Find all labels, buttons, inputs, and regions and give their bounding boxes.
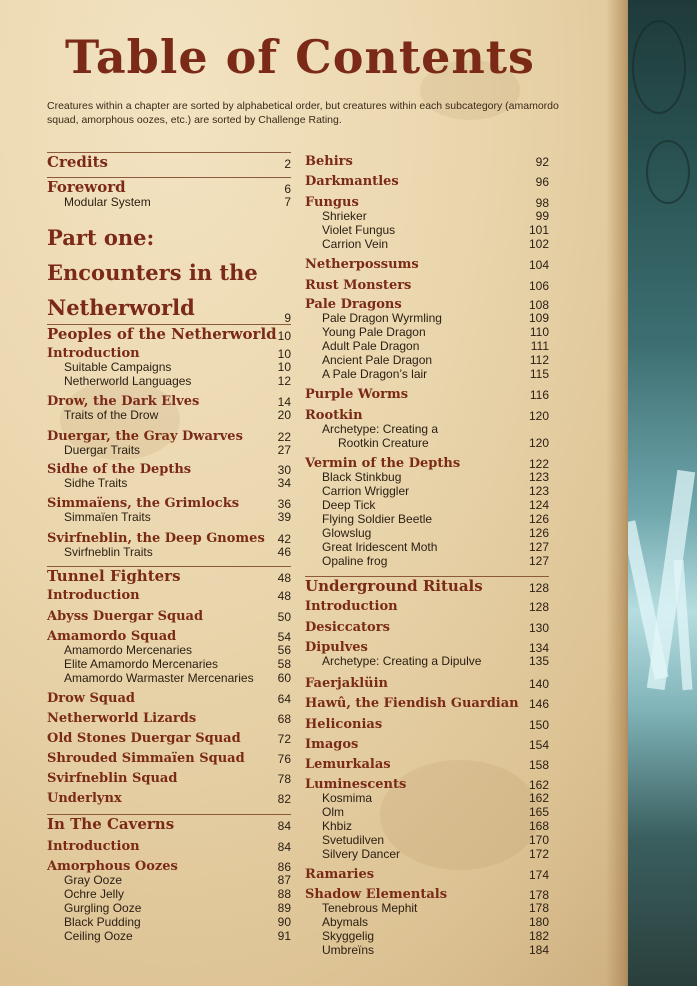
toc-page-number: 84: [277, 840, 291, 854]
toc-entry-label: A Pale Dragon’s lair: [322, 367, 428, 381]
toc-page-number: 20: [277, 408, 291, 422]
toc-page-number: 170: [528, 833, 549, 847]
toc-entry[interactable]: [47, 731, 291, 746]
toc-entry-label: Great Iridescent Moth: [322, 540, 438, 554]
toc-page-number: 88: [277, 887, 291, 901]
toc-entry[interactable]: [47, 443, 291, 457]
toc-entry[interactable]: [305, 576, 549, 595]
toc-entry[interactable]: [305, 554, 549, 568]
toc-entry-label: Abymals: [322, 915, 369, 929]
toc-entry[interactable]: [305, 805, 549, 819]
toc-entry-label: Netherworld Lizards: [47, 711, 197, 726]
toc-entry[interactable]: [305, 620, 549, 635]
toc-entry[interactable]: [305, 498, 549, 512]
toc-entry[interactable]: [305, 737, 549, 752]
toc-entry[interactable]: [305, 456, 549, 471]
toc-page-number: 87: [277, 873, 291, 887]
toc-entry-label: Peoples of the Netherworld: [47, 325, 277, 343]
toc-entry[interactable]: [47, 691, 291, 706]
toc-entry[interactable]: [305, 367, 549, 381]
toc-page-number: 42: [277, 532, 291, 546]
toc-page-number: 154: [528, 738, 549, 752]
toc-entry-label: Credits: [47, 153, 108, 171]
toc-entry[interactable]: [47, 566, 291, 585]
toc-entry-label: Olm: [322, 805, 344, 819]
toc-entry-label: Introduction: [47, 346, 140, 361]
toc-page-number: 56: [277, 643, 291, 657]
toc-page-number: 140: [528, 677, 549, 691]
toc-page-number: 150: [528, 718, 549, 732]
toc-page-number: 68: [277, 712, 291, 726]
toc-entry[interactable]: [305, 195, 549, 210]
toc-entry-label: Simmaïen Traits: [64, 510, 151, 524]
toc-page-number: 96: [535, 175, 549, 189]
toc-page-number: 106: [528, 279, 549, 293]
toc-entry[interactable]: [47, 220, 291, 255]
toc-page-number: 126: [528, 512, 549, 526]
toc-page-number: 39: [277, 510, 291, 524]
toc-entry-label: Traits of the Drow: [64, 408, 159, 422]
toc-entry-label: Amamordo Mercenaries: [64, 643, 193, 657]
toc-page-number: 7: [284, 195, 291, 209]
toc-entry-label: Rootkin Creature: [338, 436, 429, 450]
toc-entry[interactable]: [305, 791, 549, 805]
toc-entry-label: Adult Pale Dragon: [322, 339, 420, 353]
toc-page-number: 109: [528, 311, 549, 325]
toc-entry-label: Svirfneblin Traits: [64, 545, 153, 559]
toc-entry-label: Elite Amamordo Mercenaries: [64, 657, 219, 671]
toc-entry[interactable]: [47, 255, 291, 290]
toc-entry-label: Deep Tick: [322, 498, 376, 512]
toc-entry-label: Abyss Duergar Squad: [47, 609, 204, 624]
toc-page-number: 14: [277, 395, 291, 409]
toc-page-number: 27: [277, 443, 291, 457]
toc-entry[interactable]: [305, 901, 549, 915]
toc-entry[interactable]: [305, 540, 549, 554]
toc-page-number: 182: [528, 929, 549, 943]
toc-page-number: 30: [277, 463, 291, 477]
toc-page-number: 6: [284, 182, 291, 196]
toc-entry-label: Modular System: [64, 195, 151, 209]
toc-entry[interactable]: [47, 394, 291, 409]
toc-page-number: 168: [528, 819, 549, 833]
toc-entry-label: Suitable Campaigns: [64, 360, 172, 374]
toc-entry[interactable]: [305, 717, 549, 732]
toc-entry-label: Shadow Elementals: [305, 887, 448, 902]
vine-ornament: [646, 140, 690, 204]
toc-entry[interactable]: [305, 154, 549, 169]
toc-page-number: 120: [528, 409, 549, 423]
toc-entry[interactable]: [305, 943, 549, 957]
toc-page-number: 48: [277, 589, 291, 603]
toc-entry[interactable]: [305, 867, 549, 882]
toc-entry-label: Tenebrous Mephit: [322, 901, 418, 915]
toc-entry-label: Drow, the Dark Elves: [47, 394, 200, 409]
toc-entry-label: Shrieker: [322, 209, 367, 223]
toc-entry[interactable]: [305, 325, 549, 339]
toc-entry[interactable]: [305, 297, 549, 312]
toc-entry-label: Ochre Jelly: [64, 887, 125, 901]
toc-entry[interactable]: [305, 484, 549, 498]
toc-entry[interactable]: [305, 599, 549, 614]
toc-page-number: 2: [284, 157, 291, 171]
toc-entry-label: Duergar, the Gray Dwarves: [47, 429, 243, 444]
toc-page-number: 108: [528, 298, 549, 312]
toc-entry[interactable]: [47, 873, 291, 887]
toc-page-number: 10: [277, 360, 291, 374]
toc-entry-label: Svetudilven: [322, 833, 385, 847]
toc-entry[interactable]: [305, 654, 549, 668]
intro-text: Creatures within a chapter are sorted by alphabetical order, but creatures within each subcategory (amamordo squad, amorphous oozes, etc.) are sorted by Challenge Rating.: [47, 100, 559, 126]
toc-page-number: 128: [528, 600, 549, 614]
toc-entry[interactable]: [305, 339, 549, 353]
toc-page-number: 122: [528, 457, 549, 471]
toc-page-number: 180: [528, 915, 549, 929]
toc-page-number: 128: [528, 581, 549, 595]
toc-entry[interactable]: [47, 711, 291, 726]
toc-entry-label: Carrion Wriggler: [322, 484, 410, 498]
toc-page-number: 158: [528, 758, 549, 772]
toc-entry-label: Sidhe of the Depths: [47, 462, 192, 477]
toc-entry-label: Gray Ooze: [64, 873, 123, 887]
toc-page-number: 111: [530, 339, 549, 353]
toc-entry[interactable]: [47, 588, 291, 603]
toc-entry-label: Archetype: Creating a: [322, 422, 439, 436]
toc-entry-label: Umbreïns: [322, 943, 375, 957]
toc-page-number: 98: [535, 196, 549, 210]
toc-entry[interactable]: [47, 839, 291, 854]
toc-page-number: 101: [528, 223, 549, 237]
toc-entry-label: Shrouded Simmaïen Squad: [47, 751, 245, 766]
toc-entry-label: Introduction: [305, 599, 398, 614]
toc-entry[interactable]: [47, 346, 291, 361]
toc-entry-label: Rootkin: [305, 408, 363, 423]
toc-entry-label: Darkmantles: [305, 174, 399, 189]
vine-ornament: [632, 20, 686, 114]
toc-entry[interactable]: [47, 510, 291, 524]
toc-entry-label: Carrion Vein: [322, 237, 389, 251]
toc-page-number: 54: [277, 630, 291, 644]
toc-entry[interactable]: [305, 311, 549, 325]
toc-page-number: 76: [277, 752, 291, 766]
toc-entry-label: Simmaïens, the Grimlocks: [47, 496, 240, 511]
toc-entry-label: Violet Fungus: [322, 223, 396, 237]
toc-entry-label: Sidhe Traits: [64, 476, 128, 490]
toc-page-number: 115: [529, 367, 549, 381]
toc-entry-label: Khbiz: [322, 819, 353, 833]
toc-entry-label: Black Pudding: [64, 915, 141, 929]
toc-page-number: 184: [528, 943, 549, 957]
toc-entry[interactable]: [47, 496, 291, 511]
toc-page-number: 91: [277, 929, 291, 943]
toc-page-number: 89: [277, 901, 291, 915]
toc-entry-label: Duergar Traits: [64, 443, 141, 457]
toc-entry-label: Ancient Pale Dragon: [322, 353, 433, 367]
toc-page-number: 116: [529, 388, 549, 402]
toc-entry-label: Hawû, the Fiendish Guardian: [305, 696, 519, 711]
cavern-illustration: [628, 0, 697, 986]
toc-entry-label: Introduction: [47, 839, 140, 854]
toc-page-number: 46: [277, 545, 291, 559]
toc-entry-label: Amorphous Oozes: [47, 859, 178, 874]
toc-page-number: 165: [528, 805, 549, 819]
toc-entry[interactable]: [47, 771, 291, 786]
toc-entry[interactable]: [305, 915, 549, 929]
toc-page-number: 124: [528, 498, 549, 512]
toc-entry-label: Part one:: [47, 225, 155, 250]
toc-page-number: 36: [277, 497, 291, 511]
toc-entry[interactable]: [305, 819, 549, 833]
toc-entry[interactable]: [305, 278, 549, 293]
toc-entry[interactable]: [305, 422, 549, 436]
toc-entry[interactable]: [47, 643, 291, 657]
toc-page-number: 104: [528, 258, 549, 272]
toc-entry[interactable]: [47, 152, 291, 171]
toc-page-number: 146: [528, 697, 549, 711]
toc-page-number: 82: [277, 792, 291, 806]
toc-page-number: 58: [277, 657, 291, 671]
toc-entry-label: Netherpossums: [305, 257, 419, 272]
toc-entry[interactable]: [305, 470, 549, 484]
toc-entry-label: Faerjaklüin: [305, 676, 388, 691]
toc-entry-label: Amamordo Warmaster Mercenaries: [64, 671, 254, 685]
toc-entry-label: Underlynx: [47, 791, 122, 806]
toc-entry-label: Behirs: [305, 154, 353, 169]
toc-page-number: 134: [528, 641, 549, 655]
toc-entry[interactable]: [305, 257, 549, 272]
toc-entry[interactable]: [305, 929, 549, 943]
toc-page-number: 172: [528, 847, 549, 861]
toc-entry[interactable]: [47, 177, 291, 196]
toc-page-number: 162: [528, 778, 549, 792]
toc-entry-label: Ceiling Ooze: [64, 929, 133, 943]
toc-page-number: 123: [528, 484, 549, 498]
toc-entry[interactable]: [305, 223, 549, 237]
toc-page-number: 110: [529, 325, 549, 339]
toc-entry-label: Gurgling Ooze: [64, 901, 142, 915]
toc-entry[interactable]: [305, 237, 549, 251]
toc-page-number: 178: [528, 888, 549, 902]
toc-entry[interactable]: [47, 545, 291, 559]
toc-entry[interactable]: [305, 353, 549, 367]
toc-entry-label: Foreword: [47, 178, 126, 196]
toc-entry[interactable]: [305, 209, 549, 223]
toc-page-number: 10: [277, 347, 291, 361]
toc-entry[interactable]: [305, 640, 549, 655]
toc-entry[interactable]: [47, 374, 291, 388]
toc-page-number: 86: [277, 860, 291, 874]
toc-entry[interactable]: [47, 290, 291, 325]
toc-entry[interactable]: [305, 833, 549, 847]
toc-entry[interactable]: [305, 512, 549, 526]
toc-entry[interactable]: [47, 531, 291, 546]
toc-page-number: 60: [277, 671, 291, 685]
toc-entry[interactable]: [305, 174, 549, 189]
toc-page-number: 178: [528, 901, 549, 915]
toc-page-number: 72: [277, 732, 291, 746]
toc-entry-label: Ramaries: [305, 867, 375, 882]
toc-entry-label: Imagos: [305, 737, 359, 752]
toc-entry-label: Pale Dragons: [305, 297, 402, 312]
toc-entry[interactable]: [47, 476, 291, 490]
toc-page-number: 34: [277, 476, 291, 490]
toc-entry-label: Glowslug: [322, 526, 372, 540]
toc-entry[interactable]: [47, 429, 291, 444]
crystal-shape: [673, 560, 692, 690]
toc-page-number: 127: [528, 540, 549, 554]
toc-entry-label: Silvery Dancer: [322, 847, 401, 861]
toc-page-number: 130: [528, 621, 549, 635]
toc-entry[interactable]: [305, 887, 549, 902]
toc-entry-label: Heliconias: [305, 717, 383, 732]
toc-entry[interactable]: [305, 696, 549, 711]
toc-entry-label: Archetype: Creating a Dipulve: [322, 654, 482, 668]
toc-entry[interactable]: [47, 901, 291, 915]
toc-entry[interactable]: [47, 887, 291, 901]
toc-page-number: 50: [277, 610, 291, 624]
toc-entry[interactable]: [47, 462, 291, 477]
toc-entry[interactable]: [47, 791, 291, 806]
toc-entry-label: Skyggelig: [322, 929, 375, 943]
toc-entry-label: Kosmima: [322, 791, 373, 805]
toc-entry[interactable]: [305, 387, 549, 402]
toc-entry[interactable]: [47, 929, 291, 943]
toc-entry-label: In The Caverns: [47, 815, 175, 833]
toc-entry[interactable]: [47, 609, 291, 624]
toc-page-number: 9: [284, 311, 291, 325]
toc-entry-label: Flying Soldier Beetle: [322, 512, 433, 526]
toc-page-number: 112: [529, 353, 549, 367]
toc-entry[interactable]: [305, 436, 549, 450]
toc-entry-label: Dipulves: [305, 640, 368, 655]
toc-entry-label: Netherworld Languages: [64, 374, 192, 388]
toc-entry-label: Introduction: [47, 588, 140, 603]
toc-entry-label: Old Stones Duergar Squad: [47, 731, 241, 746]
toc-page-number: 120: [528, 436, 549, 450]
toc-entry-label: Opaline frog: [322, 554, 388, 568]
toc-page-number: 162: [528, 791, 549, 805]
toc-entry-label: Svirfneblin, the Deep Gnomes: [47, 531, 265, 546]
toc-entry-label: Amamordo Squad: [47, 629, 177, 644]
toc-entry[interactable]: [305, 777, 549, 792]
toc-entry-label: Lemurkalas: [305, 757, 391, 772]
toc-page-number: 84: [277, 819, 291, 833]
toc-page-number: 174: [528, 868, 549, 882]
toc-page-number: 127: [528, 554, 549, 568]
toc-entry[interactable]: [47, 360, 291, 374]
toc-entry-label: Young Pale Dragon: [322, 325, 426, 339]
toc-page-number: 78: [277, 772, 291, 786]
toc-entry[interactable]: [47, 814, 291, 833]
toc-entry[interactable]: [47, 657, 291, 671]
toc-entry[interactable]: [305, 757, 549, 772]
toc-entry[interactable]: [47, 671, 291, 685]
toc-page-number: 22: [277, 430, 291, 444]
toc-entry-label: Vermin of the Depths: [305, 456, 461, 471]
toc-entry-label: Svirfneblin Squad: [47, 771, 178, 786]
toc-page-number: 102: [528, 237, 549, 251]
toc-entry-label: Black Stinkbug: [322, 470, 402, 484]
toc-entry[interactable]: [47, 629, 291, 644]
toc-page-number: 126: [528, 526, 549, 540]
toc-entry-label: Tunnel Fighters: [47, 567, 181, 585]
toc-page-number: 64: [277, 692, 291, 706]
toc-entry[interactable]: [305, 676, 549, 691]
toc-page-number: 10: [277, 329, 291, 343]
toc-entry-label: Encounters in the: [47, 260, 258, 285]
toc-entry[interactable]: [47, 408, 291, 422]
toc-entry-label: Underground Rituals: [305, 577, 483, 595]
toc-page-number: 90: [277, 915, 291, 929]
toc-page-number: 99: [535, 209, 549, 223]
toc-entry[interactable]: [47, 915, 291, 929]
page-title: Table of Contents: [65, 30, 535, 84]
toc-page-number: 123: [528, 470, 549, 484]
toc-entry[interactable]: [305, 408, 549, 423]
toc-entry[interactable]: [47, 195, 291, 209]
toc-entry-label: Luminescents: [305, 777, 407, 792]
toc-page-number: 92: [535, 155, 549, 169]
toc-entry[interactable]: [305, 847, 549, 861]
toc-entry-label: Purple Worms: [305, 387, 409, 402]
toc-entry-label: Fungus: [305, 195, 359, 210]
toc-entry[interactable]: [47, 751, 291, 766]
toc-entry[interactable]: [47, 859, 291, 874]
toc-entry-label: Pale Dragon Wyrmling: [322, 311, 442, 325]
toc-page-number: 48: [277, 571, 291, 585]
toc-entry[interactable]: [305, 526, 549, 540]
toc-entry[interactable]: [47, 324, 291, 343]
toc-entry-label: Rust Monsters: [305, 278, 412, 293]
toc-entry-label: Drow Squad: [47, 691, 135, 706]
toc-entry-label: Netherworld: [47, 295, 195, 320]
toc-page-number: 135: [528, 654, 549, 668]
toc-entry-label: Desiccators: [305, 620, 390, 635]
toc-page-number: 12: [277, 374, 291, 388]
